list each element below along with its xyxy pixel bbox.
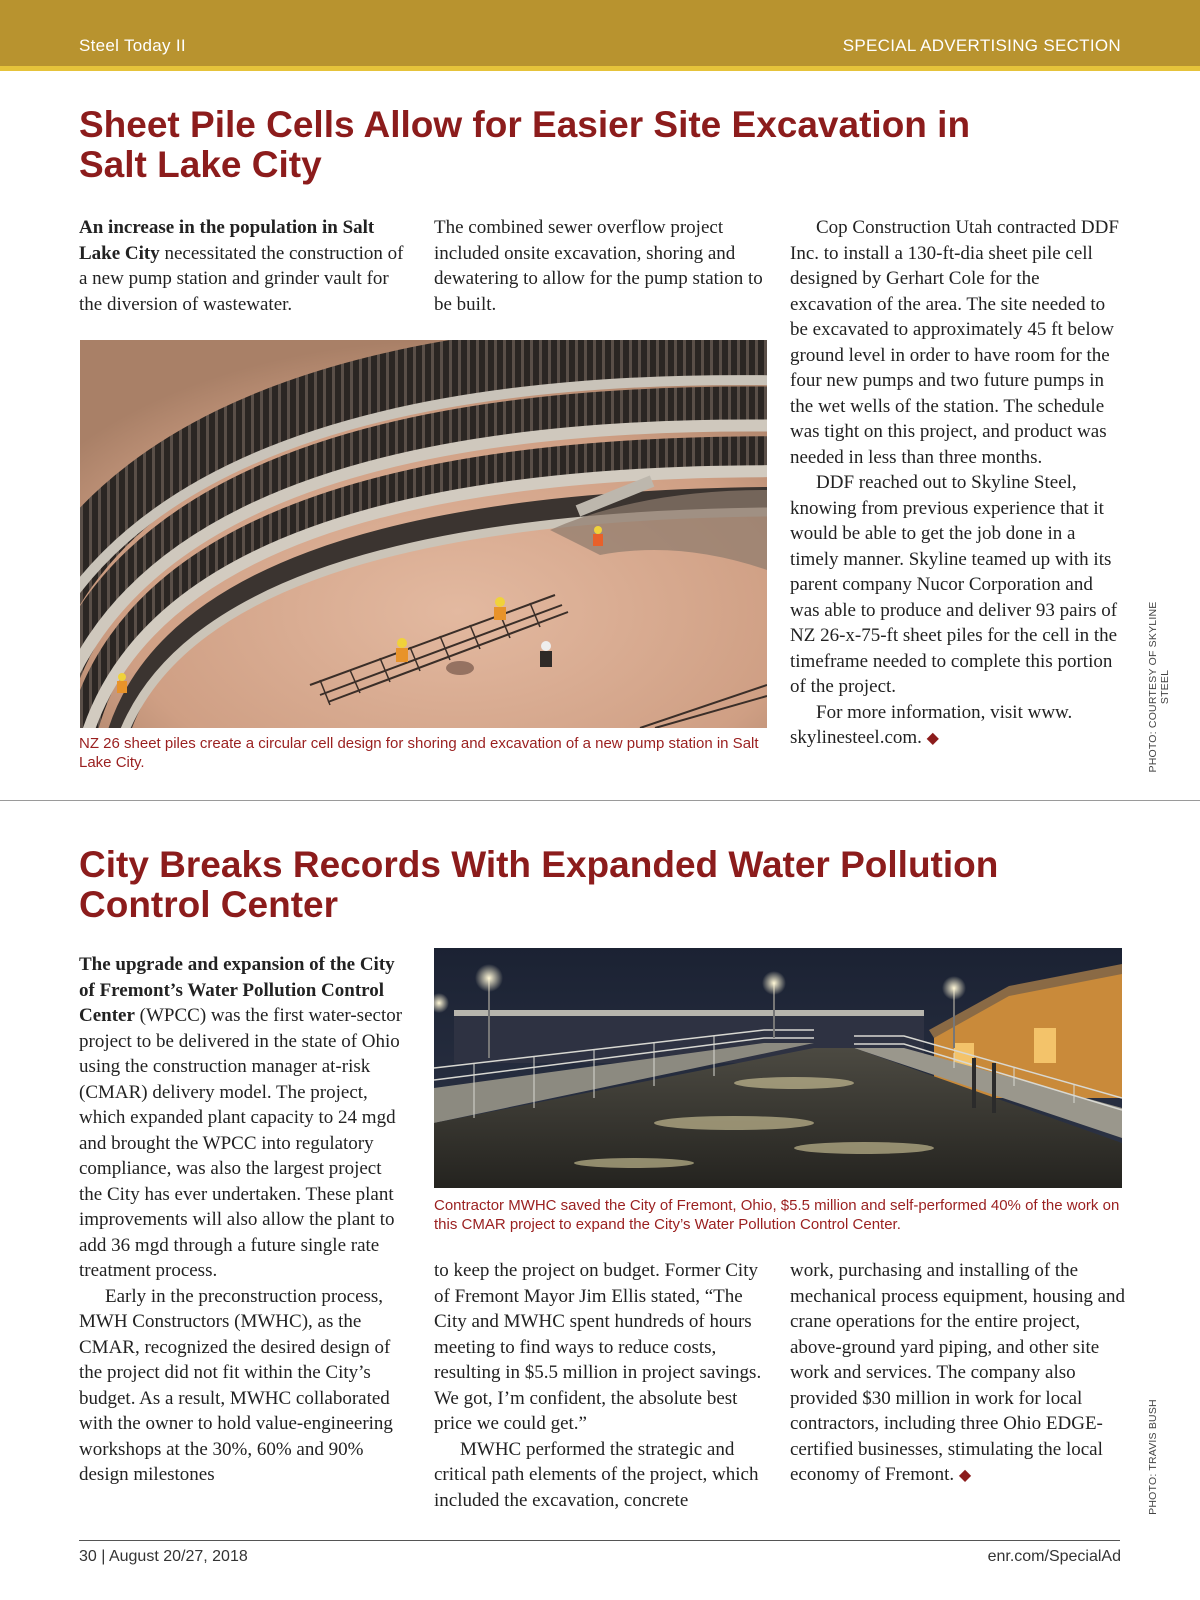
article1-col2-text: The combined sewer overflow project included onsite excavation, shoring and dewatering to allow for the pump station to be built. bbox=[434, 217, 763, 315]
sheet-pile-photo-caption: NZ 26 sheet piles create a circular cell design for shoring and excavation of a new pump station in Salt Lake City. bbox=[79, 735, 759, 771]
article1-col1-text: necessitated the construction of a new pump station and grinder vault for the diversion of wastewater. bbox=[79, 242, 404, 315]
special-advertising-label: SPECIAL ADVERTISING SECTION bbox=[842, 36, 1121, 55]
end-mark-icon: ◆ bbox=[926, 730, 939, 747]
article2-column3 bbox=[790, 1258, 1126, 1489]
article2-col2-para1: to keep the project on budget. Former City of Fremont Mayor Jim Ellis stated, “The City and MWHC spent hundreds of hours meeting to find ways to reduce costs, resulting in $5.5 million in project savings. We got, I’m confident, the absolute best price we could get.” bbox=[434, 1260, 762, 1434]
article1-column1 bbox=[79, 215, 409, 317]
publication-section-name: Steel Today II bbox=[79, 36, 186, 55]
article1-col3-para2: DDF reached out to Skyline Steel, knowing from previous experience that it would be able to get the job done in a timely manner. Skyline teamed up with its parent company Nucor Corporation and was able to produce and deliver 93 pairs of NZ 26-x-75-ft sheet piles for the cell in the timeframe needed to complete this portion of the project. bbox=[790, 472, 1118, 697]
end-mark-icon: ◆ bbox=[958, 1467, 972, 1484]
sheet-pile-cell-photo bbox=[80, 340, 767, 728]
article2-col2-para2: MWHC performed the strategic and critical path elements of the project, which included the excavation, concrete bbox=[434, 1438, 759, 1511]
article2-column2 bbox=[434, 1258, 770, 1513]
article1-column3 bbox=[790, 215, 1126, 752]
article2-column1 bbox=[79, 952, 409, 1488]
article1-column2 bbox=[434, 215, 764, 317]
article1-lead-in: An increase in the population in Salt Lake City bbox=[79, 217, 375, 264]
wpcc-photo-caption: Contractor MWHC saved the City of Fremont, Ohio, $5.5 million and self-performed 40% of the work on this CMAR project to expand the City’s Water Pollution Control Center. bbox=[434, 1197, 1120, 1233]
article2-headline bbox=[79, 845, 1079, 925]
article1-photo-credit: PHOTO: COURTESY OF SKYLINE STEEL bbox=[1147, 601, 1171, 773]
footer-rule bbox=[79, 1540, 1120, 1541]
article2-headline-line2: Control Center bbox=[79, 884, 338, 925]
article1-headline-line1: Sheet Pile Cells Allow for Easier Site Excavation in bbox=[79, 104, 971, 145]
article2-photo-credit: PHOTO: TRAVIS BUSH bbox=[1147, 1399, 1159, 1515]
article1-col3-para3: For more information, visit www. skylinesteel.com. bbox=[790, 701, 1073, 748]
article2-col3-para1: work, purchasing and installing of the mechanical process equipment, housing and crane operations for the entire project, above-ground yard piping, and other site work and services. The company also provided $30 million in work for local contractors, including three Ohio EDGE-certified businesses, stimulating the local economy of Fremont. bbox=[790, 1260, 1126, 1485]
article-divider bbox=[0, 800, 1200, 801]
footer-url: enr.com/SpecialAd bbox=[987, 1548, 1121, 1565]
water-pollution-control-center-photo bbox=[434, 948, 1122, 1188]
article2-lead-in: The upgrade and expansion of the City of Fremont’s Water Pollution Control Center bbox=[79, 954, 395, 1026]
article1-headline bbox=[79, 105, 1079, 185]
article2-col1-text: (WPCC) was the first water-sector project to be delivered in the state of Ohio using the construction manager at-risk (CMAR) delivery model. The project, which expanded plant capacity to 24 mgd and brought the WPCC into regulatory compliance, was also the largest project the City has ever undertaken. These plant improvements will also allow the plant to add 36 mgd through a future single rate treatment process. bbox=[79, 1005, 403, 1281]
article1-headline-line2: Salt Lake City bbox=[79, 144, 322, 185]
article2-headline-line1: City Breaks Records With Expanded Water Pollution bbox=[79, 844, 999, 885]
section-header-bar bbox=[0, 0, 1200, 71]
page-folio: 30 | August 20/27, 2018 bbox=[79, 1548, 248, 1565]
article1-col3-para1: Cop Construction Utah contracted DDF Inc. to install a 130-ft-dia sheet pile cell designed by Gerhart Cole for the excavation of the area. The site needed to be excavated to approximately 45 ft below ground level in order to have room for the four new pumps and two future pumps in the wet wells of the station. The schedule was tight on this project, and product was needed in less than three months. bbox=[790, 217, 1119, 468]
article2-col1-para2: Early in the preconstruction process, MWH Constructors (MWHC), as the CMAR, recognized the desired design of the project did not fit within the City’s budget. As a result, MWHC collaborated with the owner to hold value-engineering workshops at the 30%, 60% and 90% design milestones bbox=[79, 1285, 393, 1485]
